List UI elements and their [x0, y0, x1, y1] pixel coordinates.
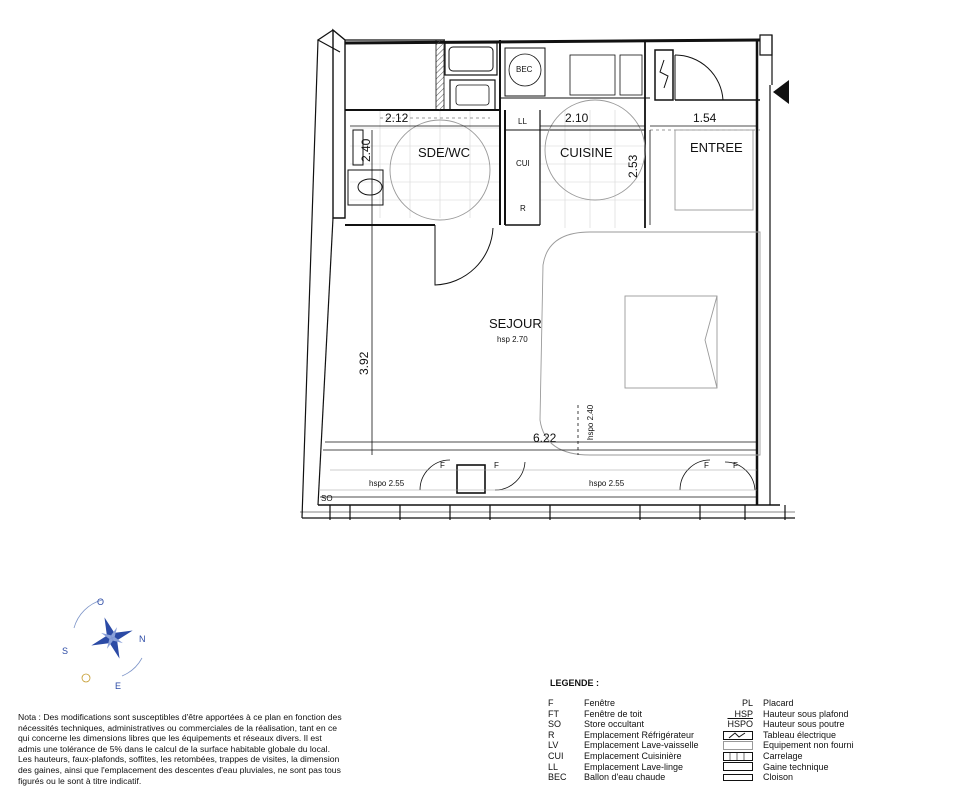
room-sejour: SEJOUR [489, 316, 542, 331]
legend-label: Tableau électrique [763, 729, 837, 740]
note-line: des gaines, ainsi que l'emplacement des descentes d'eau pluviales, ne sont pas tous [18, 764, 341, 775]
tag-r: R [520, 204, 526, 213]
room-labels [321, 65, 743, 503]
dim-3-92: 3.92 [357, 351, 371, 375]
legend-item [548, 698, 699, 709]
tag-f-1: F [440, 461, 445, 470]
equipement-non-fourni-symbol [705, 740, 763, 751]
legend-code: R [548, 729, 555, 740]
legend-item [705, 772, 854, 783]
legend-item [705, 751, 854, 762]
note-line: Nota : Des modifications sont susceptibles d'être apportées à ce plan en fonction des [18, 712, 342, 722]
tile-grid [350, 110, 645, 228]
legend-label: Hauteur sous poutre [763, 719, 845, 730]
legend-title: LEGENDE : [550, 678, 600, 688]
carrelage-symbol [705, 751, 763, 762]
legend-item [705, 709, 854, 720]
legend-code: FT [548, 708, 559, 719]
legend-item [705, 719, 854, 730]
note-line: admis une tolérance de 5% dans le calcul de la surface habitable globale du local. [18, 743, 330, 754]
dim-2-40: 2.40 [359, 138, 373, 162]
legend-code: F [548, 698, 554, 708]
legend-code: HSP [734, 708, 753, 719]
legend-item [548, 740, 699, 751]
legend-label: Hauteur sous plafond [763, 708, 849, 719]
note-line: qui concerne les dimensions libres que les équipements et réseaux divers. Il est [18, 733, 322, 744]
legend-left-column [548, 698, 699, 783]
legend-code: CUI [548, 750, 564, 761]
legend-code: LV [548, 740, 559, 751]
note-line: figurés ou le sont à titre indicatif. [18, 775, 142, 786]
legend-code: SO [548, 719, 562, 730]
room-sejour-height: hsp 2.70 [497, 335, 528, 344]
legend-item [548, 719, 699, 730]
legend-item [705, 698, 854, 709]
dim-2-10: 2.10 [565, 111, 589, 125]
legend-label: Placard [763, 698, 794, 708]
legend-item [705, 740, 854, 751]
room-cuisine: CUISINE [560, 145, 613, 160]
dim-hspo-2-55-left: hspo 2.55 [369, 479, 405, 488]
note-line: Les hauteurs, faux-plafonds, soffites, les retombées, trappes de visites, la dimension [18, 754, 340, 765]
legend-code: LL [548, 761, 559, 772]
dim-6-22: 6.22 [533, 431, 557, 445]
legend-item [548, 709, 699, 720]
dim-2-12: 2.12 [385, 111, 409, 125]
room-entree: ENTREE [690, 140, 743, 155]
tag-f-4: F [733, 461, 738, 470]
legend-item [548, 730, 699, 741]
legend-item [548, 751, 699, 762]
dim-hspo-2-55-right: hspo 2.55 [589, 479, 625, 488]
legend-label: Emplacement Lave-vaisselle [584, 740, 699, 751]
legend-label: Gaine technique [763, 761, 829, 772]
legend-item [705, 762, 854, 773]
legend-label: Store occultant [584, 719, 645, 730]
legend-right-column [705, 698, 854, 783]
compass-e: E [115, 681, 122, 691]
dim-hspo-2-40: hspo 2.40 [586, 404, 595, 440]
legend-label: Ballon d'eau chaude [584, 772, 666, 783]
tag-so: SO [321, 494, 333, 503]
legend-label: Emplacement Cuisinière [584, 750, 682, 761]
tag-f-3: F [704, 461, 709, 470]
cloison-symbol [705, 772, 763, 783]
legend-item [705, 730, 854, 741]
legend-code: BEC [548, 772, 567, 783]
dim-2-53: 2.53 [626, 154, 640, 178]
room-sde-wc: SDE/WC [418, 145, 470, 160]
tag-ll: LL [518, 117, 527, 126]
gaine-technique-symbol [705, 762, 763, 773]
legend-code: HSPO [727, 719, 753, 730]
compass-icon [62, 597, 146, 691]
compass-o: O [97, 597, 105, 607]
legend-label: Carrelage [763, 750, 803, 761]
tableau-electrique-symbol [705, 730, 763, 741]
legend-label: Emplacement Réfrigérateur [584, 729, 695, 740]
legend-label: Cloison [763, 772, 794, 783]
legend-item [548, 772, 699, 783]
legend-code: PL [741, 698, 753, 708]
compass-n: N [139, 634, 146, 644]
compass-s: S [62, 646, 69, 656]
tag-cui: CUI [516, 159, 530, 168]
legend-label: Emplacement Lave-linge [584, 761, 684, 772]
legend-label: Equipement non fourni [763, 740, 854, 751]
tag-f-2: F [494, 461, 499, 470]
disclaimer-note [18, 712, 388, 786]
legend-label: Fenêtre de toit [584, 708, 643, 719]
legend-label: Fenêtre [584, 698, 616, 708]
dim-1-54: 1.54 [693, 111, 717, 125]
note-line: nécessités techniques, administratives ou commerciales de la réalisation, tant en ce [18, 722, 338, 733]
legend-item [548, 762, 699, 773]
tag-bec: BEC [516, 65, 533, 74]
